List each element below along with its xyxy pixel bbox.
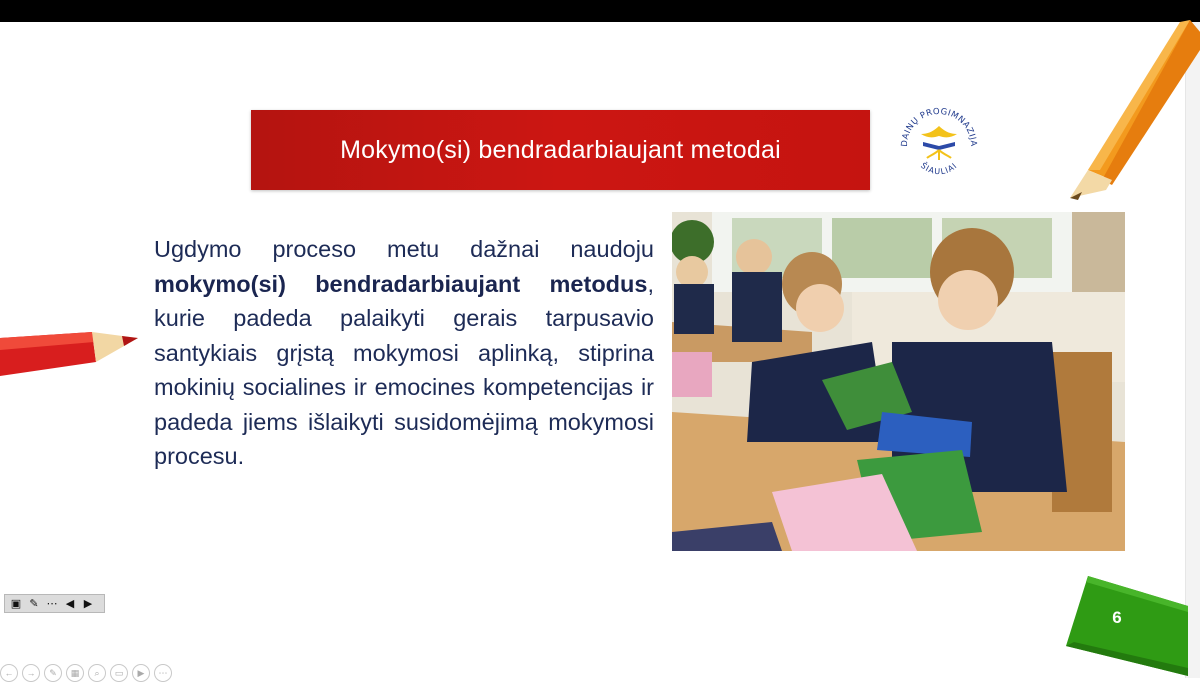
pen-tool-icon[interactable]: ✎: [44, 664, 62, 682]
slide-menu-icon[interactable]: ▣: [10, 598, 22, 610]
body-text-bold: mokymo(si) bendradarbiaujant metodus: [154, 270, 648, 297]
zoom-icon[interactable]: ⌕: [88, 664, 106, 682]
svg-text:DAINŲ PROGIMNAZIJA: DAINŲ PROGIMNAZIJA: [899, 106, 979, 148]
svg-text:ŠIAULIAI: ŠIAULIAI: [918, 160, 960, 177]
next-icon[interactable]: ▶: [83, 598, 93, 610]
pen-icon[interactable]: ✎: [29, 598, 39, 610]
slide-body-text: [154, 232, 654, 474]
page-number: 6: [1112, 608, 1122, 627]
classroom-photo: [672, 212, 1125, 551]
grid-view-icon[interactable]: ▦: [66, 664, 84, 682]
previous-icon[interactable]: ◀: [65, 598, 75, 610]
slideshow-toolbar: [4, 594, 105, 613]
slide-title-banner: [251, 110, 870, 190]
body-text-part1: Ugdymo proceso metu dažnai naudoju: [154, 236, 654, 262]
video-icon[interactable]: ▶: [132, 664, 150, 682]
school-logo: [893, 96, 985, 188]
screen-icon[interactable]: ▭: [110, 664, 128, 682]
body-text-part2: , kurie padeda palaikyti gerais tarpusavio santykiais grįstą mokymosi aplinką, stiprina mokinių socialines ir emocines kompetencijas ir padeda jiems išlaikyti susidomėjimą mokymosi procesu.: [154, 270, 654, 469]
pencil-decoration-icon: [1040, 20, 1200, 210]
slide-title: Mokymo(si) bendradarbiaujant metodai: [340, 135, 781, 164]
window-top-bar: [0, 0, 1200, 22]
more-options-icon[interactable]: ⋯: [154, 664, 172, 682]
back-arrow-icon[interactable]: ←: [0, 664, 18, 682]
forward-arrow-icon[interactable]: →: [22, 664, 40, 682]
more-icon[interactable]: ⋯: [46, 598, 58, 610]
pencil-decoration-left-icon: [0, 318, 145, 386]
